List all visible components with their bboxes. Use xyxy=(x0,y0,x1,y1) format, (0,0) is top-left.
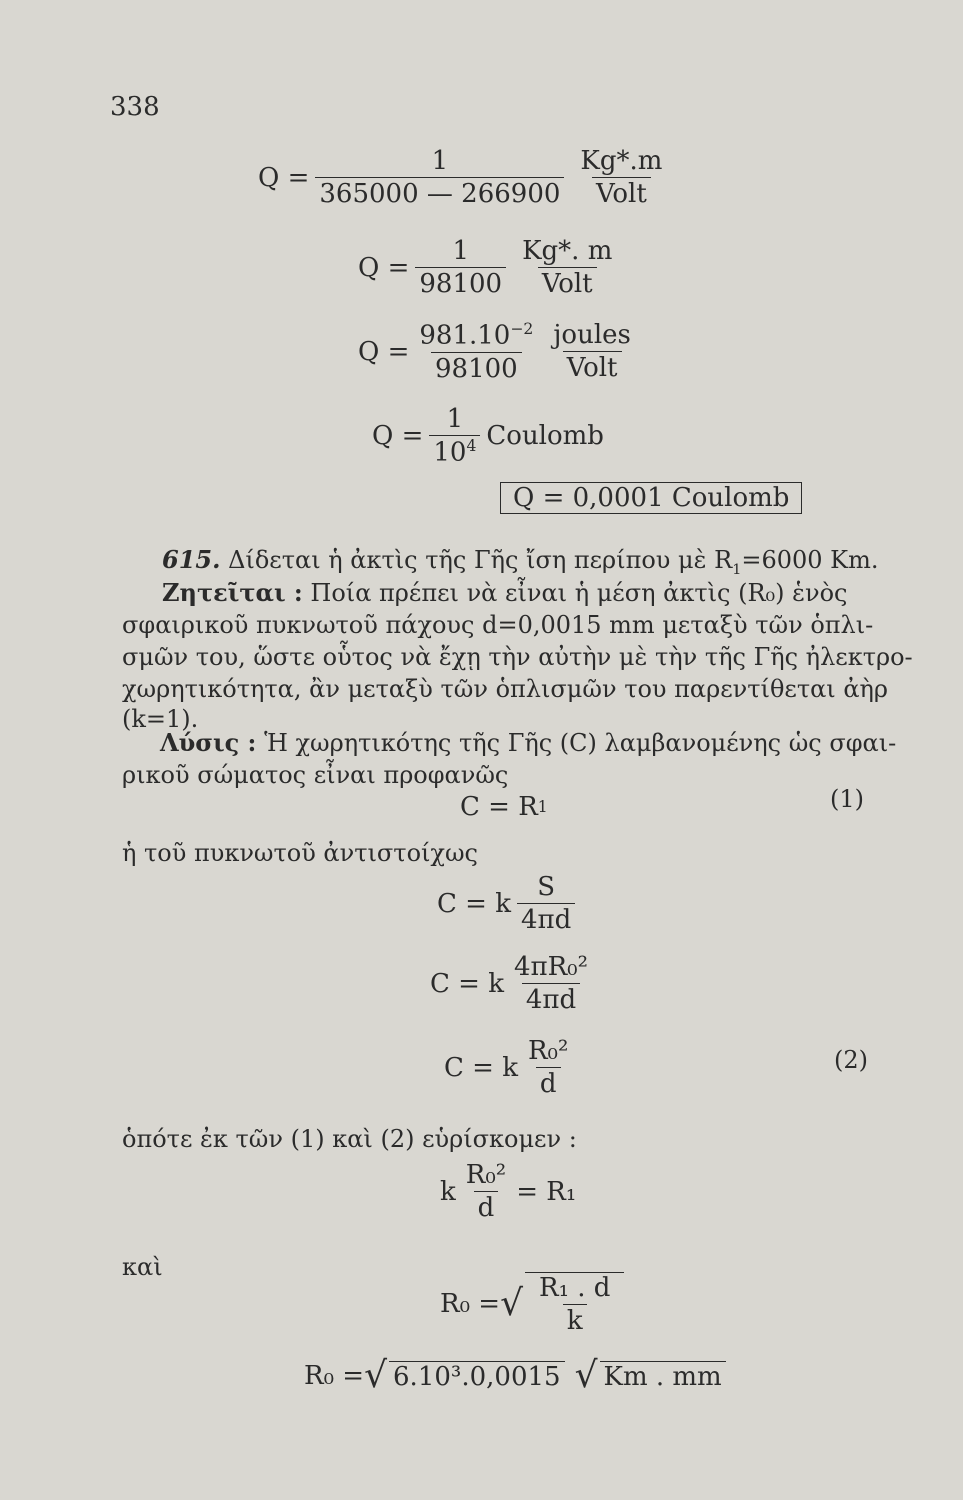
eq3-num-exp: −2 xyxy=(510,320,534,338)
eqfinal-radical-1 xyxy=(364,1355,565,1396)
equation-c-1 xyxy=(460,792,548,822)
eqc2-fraction xyxy=(517,872,575,935)
eqc3-denominator: 4πd xyxy=(522,983,580,1015)
eq2-unit-numerator: Kg*. m xyxy=(522,236,613,266)
sqrt-icon: √ xyxy=(574,1355,598,1396)
eq4-denominator xyxy=(429,435,480,468)
solution-label: Λύσις : xyxy=(160,728,257,757)
problem-given-sub: 1 xyxy=(732,561,742,578)
eqc1-text: C = R xyxy=(460,792,538,822)
eqc2-numerator: S xyxy=(537,872,556,902)
eq4-numerator: 1 xyxy=(446,404,464,434)
eq3-lhs: Q = xyxy=(358,336,410,367)
solution-line-1 xyxy=(160,728,896,758)
equation-r0 xyxy=(440,1272,624,1336)
eqc4-numerator: R₀² xyxy=(527,1036,569,1066)
eqr0-numerator: R₁ . d xyxy=(539,1273,611,1303)
eqc4-fraction xyxy=(524,1036,572,1099)
equation-q-1 xyxy=(258,146,672,209)
text-from: ὁπότε ἐκ τῶν (1) καὶ (2) εὑρίσκομεν : xyxy=(122,1125,577,1153)
eqk-denominator: d xyxy=(474,1191,499,1223)
eqfinal-lhs: R₀ = xyxy=(304,1361,365,1391)
eq3-numerator xyxy=(415,320,537,352)
eq2-fraction-1 xyxy=(415,236,506,299)
eq4-den-exp: 4 xyxy=(466,437,477,455)
eq3-fraction-2 xyxy=(549,320,635,383)
equation-c-3 xyxy=(430,952,598,1015)
problem-given-a: Δίδεται ἡ ἀκτὶς τῆς Γῆς ἴση περίπου μὲ R xyxy=(228,546,733,574)
equation-c-4 xyxy=(444,1036,578,1099)
eq1-numerator: 1 xyxy=(431,146,449,176)
equation-final xyxy=(304,1355,726,1396)
eq1-fraction-1 xyxy=(315,146,564,209)
eq4-unit: Coulomb xyxy=(486,420,604,451)
problem-given-b: =6000 Km. xyxy=(741,546,879,574)
problem-number: 615. xyxy=(162,545,221,574)
problem-asked-text: Ποία πρέπει νὰ εἶναι ἡ μέση ἀκτὶς (R₀) ἑνὸς xyxy=(310,579,848,607)
problem-asked-line xyxy=(162,578,848,608)
problem-line-3: σμῶν του, ὥστε οὗτος νὰ ἔχῃ τὴν αὐτὴν μὲ τὴν τῆς Γῆς ἠλεκτρο- xyxy=(122,643,913,671)
eq2-unit-denominator: Volt xyxy=(538,267,597,299)
text-and: καὶ xyxy=(122,1253,163,1281)
eq1-unit-numerator: Kg*.m xyxy=(580,146,663,176)
eqr0-radical xyxy=(500,1272,624,1336)
eqk-fraction xyxy=(462,1160,510,1223)
eqr0-lhs: R₀ = xyxy=(440,1289,501,1319)
page-number: 338 xyxy=(110,92,160,122)
eq2-denominator: 98100 xyxy=(415,267,506,299)
solution-line-2: ρικοῦ σώματος εἶναι προφανῶς xyxy=(122,761,509,789)
eq4-lhs: Q = xyxy=(372,420,424,451)
equation-number-2: (2) xyxy=(834,1046,868,1074)
eqc3-fraction xyxy=(510,952,592,1015)
eq2-lhs: Q = xyxy=(358,252,410,283)
eqk-k: k xyxy=(440,1176,456,1207)
eq3-denominator: 98100 xyxy=(431,352,522,384)
problem-line-5: (k=1). xyxy=(122,705,199,733)
equation-q-3 xyxy=(358,320,641,384)
eq1-lhs: Q = xyxy=(258,162,310,193)
equation-k xyxy=(440,1160,576,1223)
eq2-fraction-2 xyxy=(518,236,616,299)
eq3-unit-denominator: Volt xyxy=(563,351,622,383)
eqk-rhs: = R₁ xyxy=(516,1176,577,1207)
eqr0-radicand xyxy=(525,1272,624,1336)
eqc3-lhs: C = k xyxy=(430,968,504,999)
text-capacitor: ἡ τοῦ πυκνωτοῦ ἀντιστοίχως xyxy=(122,839,478,867)
sqrt-icon: √ xyxy=(500,1283,524,1324)
eqc2-lhs: C = k xyxy=(437,888,511,919)
eqc3-numerator: 4πR₀² xyxy=(513,952,589,982)
problem-line-2: σφαιρικοῦ πυκνωτοῦ πάχους d=0,0015 mm μεταξὺ τῶν ὁπλι- xyxy=(122,611,874,639)
problem-asked-label: Ζητεῖται : xyxy=(162,578,303,607)
eqr0-denominator: k xyxy=(563,1304,587,1336)
eq2-numerator: 1 xyxy=(452,236,469,266)
equation-c-2 xyxy=(437,872,581,935)
eqfinal-radical-2 xyxy=(574,1355,726,1396)
eqc1-sub: 1 xyxy=(537,798,548,816)
eqk-numerator: R₀² xyxy=(465,1160,507,1190)
equation-q-2 xyxy=(358,236,622,299)
eq3-unit-numerator: joules xyxy=(553,320,631,351)
problem-line-4: χωρητικότητα, ἂν μεταξὺ τῶν ὁπλισμῶν του παρεντίθεται ἀὴρ xyxy=(122,675,889,703)
eq1-unit-denominator: Volt xyxy=(592,177,651,209)
eqfinal-radicand-1: 6.10³.0,0015 xyxy=(389,1361,565,1392)
solution-text-1: Ἡ χωρητικότης τῆς Γῆς (C) λαμβανομένης ὡς σφαι- xyxy=(264,729,897,757)
eqfinal-radicand-2: Km . mm xyxy=(600,1361,726,1392)
eqc4-lhs: C = k xyxy=(444,1052,518,1083)
eqc2-denominator: 4πd xyxy=(517,903,575,935)
eq4-den-base: 10 xyxy=(433,437,467,468)
equation-number-1: (1) xyxy=(830,785,864,813)
eq1-denominator: 365000 — 266900 xyxy=(315,177,564,209)
eq1-fraction-2 xyxy=(576,146,666,209)
sqrt-icon: √ xyxy=(364,1355,388,1396)
eqr0-fraction xyxy=(535,1273,614,1336)
eq4-fraction xyxy=(429,404,480,468)
eq3-fraction-1 xyxy=(415,320,537,384)
eqc4-denominator: d xyxy=(536,1067,561,1099)
eq3-num-base: 981.10 xyxy=(419,320,511,351)
equation-q-4 xyxy=(372,404,604,468)
result-box: Q = 0,0001 Coulomb xyxy=(500,482,802,514)
